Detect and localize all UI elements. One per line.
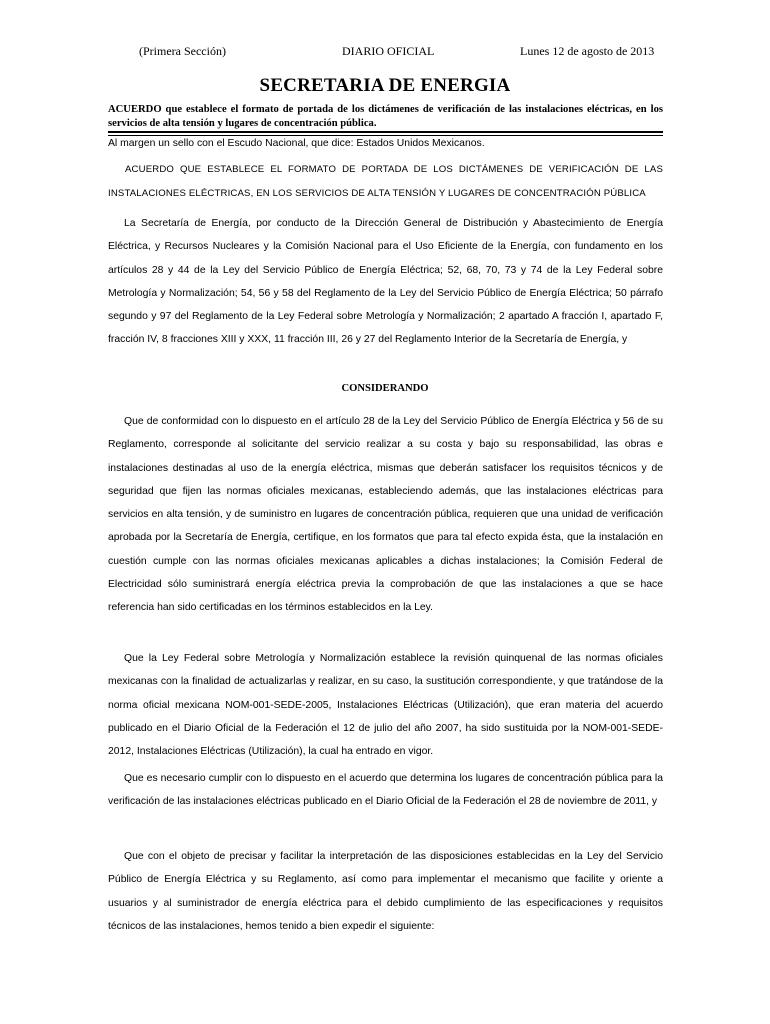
- paragraph-considerando-1: Que de conformidad con lo dispuesto en el artículo 28 de la Ley del Servicio Público de Energía Eléctrica y 56 de su Reglamento, corresponde al solicitante del servicio realizar a su costa y bajo su responsabilidad, las obras e instalaciones destinadas al uso de la energía eléctrica, mismas que deberán satisfacer los requisitos técnicos y de seguridad que fijen las normas oficiales mexicanas, estableciendo además, que las instalaciones eléctricas para servicios en alta tensión, y de suministro en lugares de concentración pública, requieren que una unidad de verificación aprobada por la Secretaría de Energía, certifique, en los formatos que para tal efecto expida ésta, que la instalación en cuestión cumple con las normas oficiales mexicanas aplicables a dichas instalaciones; la Comisión Federal de Electricidad sólo suministrará energía eléctrica previa la comprobación de que las instalaciones a que se hace referencia han sido certificadas en los términos establecidos en la Ley.: [108, 416, 663, 614]
- paragraph-preamble: La Secretaría de Energía, por conducto de la Dirección General de Distribución y Abastecimiento de Energía Eléctrica, y Recursos Nucleares y la Comisión Nacional para el Uso Eficiente de la Energía, con fundamento en los artículos 28 y 44 de la Ley del Servicio Público de Energía Eléctrica; 52, 68, 70, 73 y 74 de la Ley Federal sobre Metrología y Normalización; 54, 56 y 58 del Reglamento de la Ley del Servicio Público de Energía Eléctrica; 50 párrafo segundo y 97 del Reglamento de la Ley Federal sobre Metrología y Normalización; 2 apartado A fracción I, apartado F, fracción IV, 8 fracciones XIII y XXX, 11 fracción III, 26 y 27 del Reglamento Interior de la Secretaría de Energía, y: [108, 218, 663, 346]
- considerando-heading: CONSIDERANDO: [341, 383, 429, 394]
- header-section: (Primera Sección): [139, 44, 226, 58]
- paragraph-considerando-3: Que es necesario cumplir con lo dispuesto en el acuerdo que determina los lugares de concentración pública para la verificación de las instalaciones eléctricas publicado en el Diario Oficial de la Federación el 28 de noviembre de 2011, y: [108, 773, 663, 808]
- margin-note: Al margen un sello con el Escudo Nacional, que dice: Estados Unidos Mexicanos.: [108, 138, 485, 149]
- caps-heading: ACUERDO QUE ESTABLECE EL FORMATO DE PORTADA DE LOS DICTÁMENES DE VERIFICACIÓN DE LAS INSTALACIONES ELÉCTRICAS, EN LOS SERVICIOS DE ALTA TENSIÓN Y LUGARES DE CONCENTRACIÓN PÚBLICA: [108, 164, 663, 199]
- paragraph-considerando-4: Que con el objeto de precisar y facilitar la interpretación de las disposiciones establecidas en la Ley del Servicio Público de Energía Eléctrica y su Reglamento, así como para implementar el mecanismo que facilite y oriente a usuarios y al suministrador de energía eléctrica para el debido cumplimiento de las especificaciones y requisitos técnicos de las instalaciones, hemos tenido a bien expedir el siguiente:: [108, 851, 663, 932]
- summary-divider-thick: [108, 131, 663, 133]
- page-title: SECRETARIA DE ENERGIA: [259, 75, 511, 96]
- paragraph-considerando-2: Que la Ley Federal sobre Metrología y Normalización establece la revisión quinquenal de las normas oficiales mexicanas con la finalidad de actualizarlas y realizar, en su caso, la sustitución correspondiente, y que tratándose de la norma oficial mexicana NOM-001-SEDE-2005, Instalaciones Eléctricas (Utilización), que eran materia del acuerdo publicado en el Diario Oficial de la Federación el 12 de julio del año 2007, ha sido sustituida por la NOM-001-SEDE-2012, Instalaciones Eléctricas (Utilización), la cual ha entrado en vigor.: [108, 653, 663, 758]
- header-date: Lunes 12 de agosto de 2013: [520, 44, 655, 58]
- agreement-summary: ACUERDO que establece el formato de portada de los dictámenes de verificación de las instalaciones eléctricas, en los servicios de alta tensión y lugares de concentración pública.: [108, 104, 663, 129]
- header-publication: DIARIO OFICIAL: [342, 44, 435, 58]
- summary-divider-thin: [108, 135, 663, 136]
